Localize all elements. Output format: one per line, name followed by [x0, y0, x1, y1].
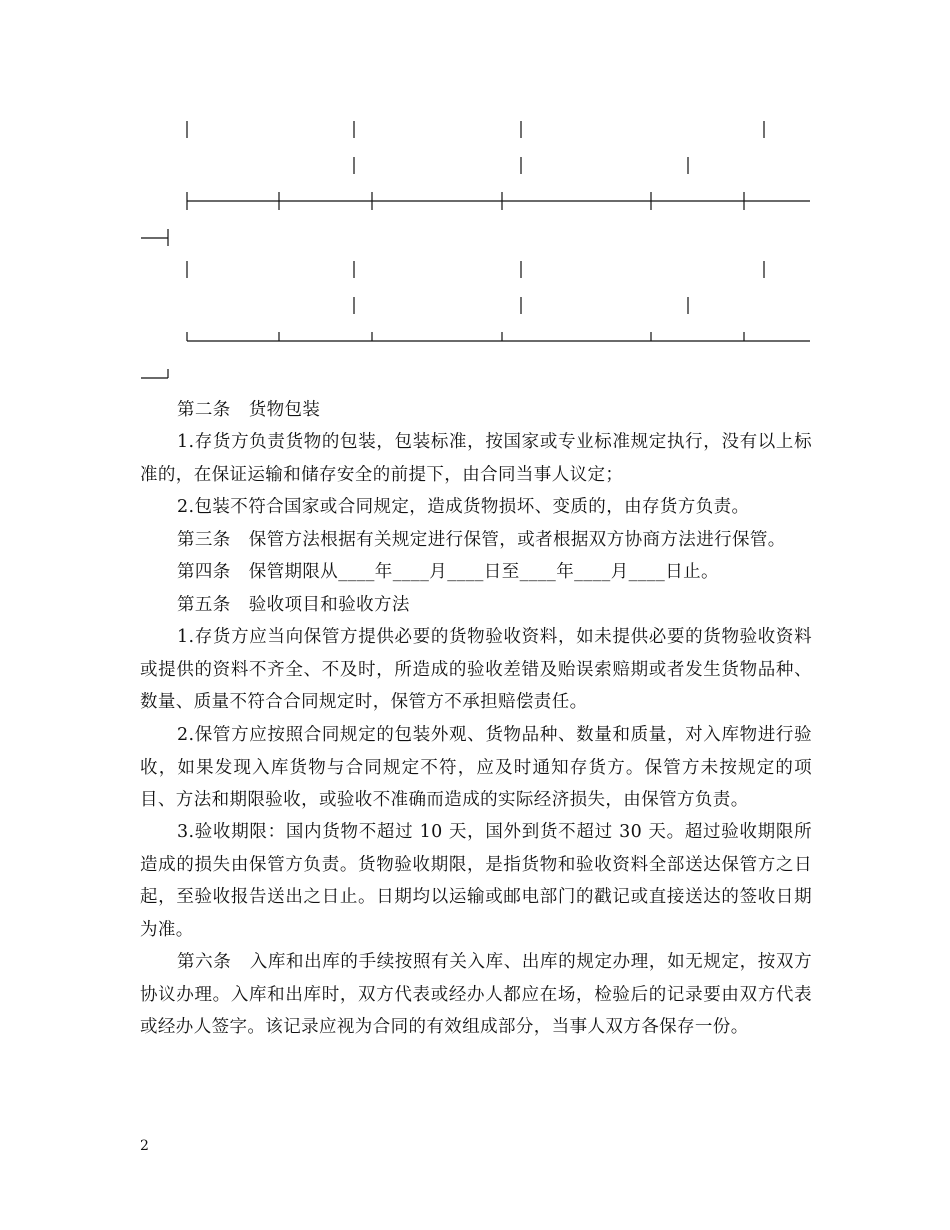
article-2-item-1: 1.存货方负责货物的包装，包装标准，按国家或专业标准规定执行，没有以上标准的，在保证运输和储存安全的前提下，由合同当事人议定； — [140, 432, 812, 485]
article-5-item-1: 1.存货方应当向保管方提供必要的货物验收资料，如未提供必要的货物验收资料或提供的资料不齐全、不及时，所造成的验收差错及贻误索赔期或者发生货物品种、数量、质量不符合合同规定时，保管方不承担赔偿责任。 — [140, 627, 812, 712]
page-number: 2 — [140, 1138, 149, 1154]
article-6 — [140, 946, 812, 1044]
article-5-heading — [140, 589, 812, 622]
article-4 — [140, 556, 812, 589]
article-title: 货物包装 — [248, 400, 321, 420]
article-number: 第二条 — [177, 400, 231, 420]
table-lines — [0, 0, 950, 390]
article-number: 第五条 — [177, 595, 231, 615]
article-number: 第四条 — [177, 562, 231, 582]
article-2-heading — [140, 394, 812, 427]
article-5-item-3: 3.验收期限：国内货物不超过 10 天，国外到货不超过 30 天。超过验收期限所造成的损失由保管方负责。货物验收期限，是指货物和验收资料全部送达保管方之日起，至验收报告送出之日止。日期均以运输或邮电部门的戳记或直接送达的签收日期为准。 — [140, 822, 812, 940]
article-text: 入库和出库的手续按照有关入库、出库的规定办理，如无规定，按双方协议办理。入库和出库时，双方代表或经办人都应在场，检验后的记录要由双方代表或经办人签字。该记录应视为合同的有效组成部分，当事人双方各保存一份。 — [140, 952, 813, 1037]
article-3 — [140, 524, 812, 557]
article-2-item-2: 2.包装不符合国家或合同规定，造成货物损坏、变质的，由存货方负责。 — [177, 497, 750, 517]
article-text: 保管方法根据有关规定进行保管，或者根据双方协商方法进行保管。 — [248, 530, 786, 550]
article-title: 验收项目和验收方法 — [248, 595, 410, 615]
article-text: 保管期限从____年____月____日至____年____月____日止。 — [248, 562, 719, 582]
article-number: 第三条 — [177, 530, 231, 550]
article-number: 第六条 — [177, 952, 232, 972]
article-5-item-2: 2.保管方应按照合同规定的包装外观、货物品种、数量和质量，对入库物进行验收，如果发现入库货物与合同规定不符，应及时通知存货方。保管方未按规定的项目、方法和期限验收，或验收不准确而造成的实际经济损失，由保管方负责。 — [140, 725, 812, 810]
